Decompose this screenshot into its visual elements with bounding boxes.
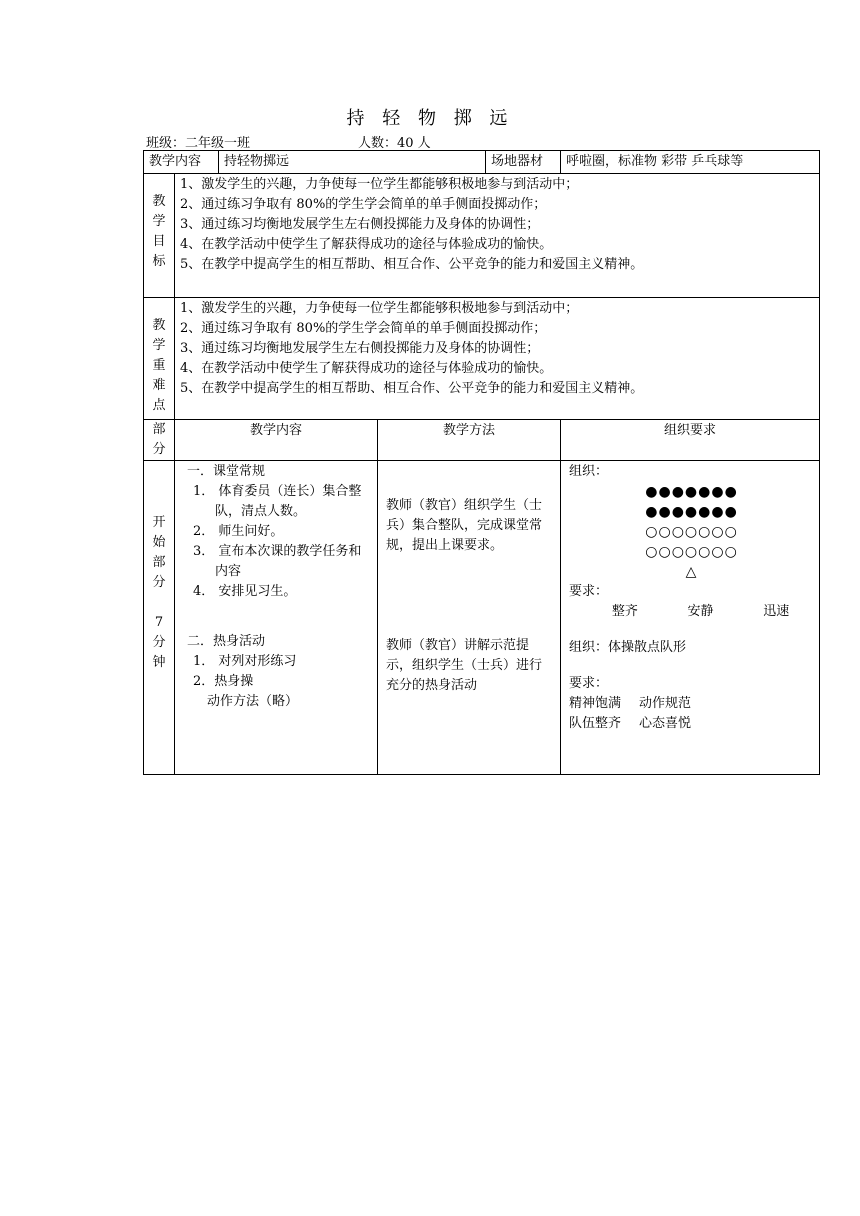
teacher-marker: △: [685, 564, 698, 580]
method-warmup: 教师（教官）讲解示范提示，组织学生（士兵）进行充分的热身活动: [386, 638, 543, 693]
lesson-plan-table: [143, 150, 820, 775]
goal-item: 5、在教学中提高学生的相互帮助、相互合作、公平竞争的能力和爱国主义精神。: [180, 257, 644, 272]
goal-item: 3、通过练习均衡地发展学生左右侧投掷能力及身体的协调性；: [180, 217, 540, 232]
org-header: 组织要求: [561, 420, 820, 461]
start-section-label: 开 始 部 分 7 分 钟: [144, 461, 175, 775]
routine-title: 一．课堂常规: [187, 464, 266, 479]
start-org-cell: [561, 461, 820, 775]
goals-row: [144, 174, 820, 298]
formation-row: ○○○○○○○: [645, 544, 738, 560]
keypoint-item: 4、在教学活动中使学生了解获得成功的途径与体验成功的愉快。: [180, 361, 553, 376]
content-header: 教学内容: [175, 420, 378, 461]
class-label: 班级：二年级一班: [146, 136, 251, 151]
warmup-item: 2．热身操: [193, 674, 254, 689]
warmup-note: 动作方法（略）: [207, 694, 299, 709]
routine-item: 3． 宣布本次课的教学任务和内容: [193, 544, 362, 579]
goals-list: [175, 174, 820, 298]
org-formation: 组织：体操散点队形: [569, 640, 687, 655]
req2-row: 精神饱满 动作规范: [569, 696, 692, 711]
keypoints-row: [144, 298, 820, 420]
keypoint-item: 3、通过练习均衡地发展学生左右侧投掷能力及身体的协调性；: [180, 341, 540, 356]
content-value: 持轻物掷远: [219, 151, 486, 174]
req2-row: 队伍整齐 心态喜悦: [569, 716, 692, 731]
keypoint-item: 5、在教学中提高学生的相互帮助、相互合作、公平竞争的能力和爱国主义精神。: [180, 381, 644, 396]
req-label: 要求：: [569, 584, 609, 599]
part-header: 部 分: [144, 420, 175, 461]
formation-row: ○○○○○○○: [645, 524, 738, 540]
routine-item: 4． 安排见习生。: [193, 584, 297, 599]
warmup-item: 1． 对列对形练习: [193, 654, 297, 669]
formation-row: ●●●●●●●: [645, 484, 738, 500]
method-routine: 教师（教官）组织学生（士兵）集合整队，完成课堂常规，提出上课要求。: [386, 498, 543, 553]
req-items: 整齐 安静 迅速: [611, 604, 790, 619]
content-label: 教学内容: [144, 151, 219, 174]
goal-item: 1、激发学生的兴趣，力争使每一位学生都能够积极地参与到活动中；: [180, 177, 579, 192]
start-section-row: [144, 461, 820, 775]
warmup-title: 二．热身活动: [187, 634, 266, 649]
goal-item: 4、在教学活动中使学生了解获得成功的途径与体验成功的愉快。: [180, 237, 553, 252]
formation-row: ●●●●●●●: [645, 504, 738, 520]
keypoints-list: [175, 298, 820, 420]
student-count-label: 人数：40 人: [358, 136, 431, 151]
content-row: [144, 151, 820, 174]
method-header: 教学方法: [378, 420, 561, 461]
goal-item: 2、通过练习争取有 80%的学生学会简单的单手侧面投掷动作；: [180, 197, 547, 212]
start-method-cell: [378, 461, 561, 775]
routine-item: 1． 体育委员（连长）集合整队，清点人数。: [193, 484, 362, 519]
column-header-row: [144, 420, 820, 461]
req2-label: 要求：: [569, 676, 609, 691]
keypoint-item: 1、激发学生的兴趣，力争使每一位学生都能够积极地参与到活动中；: [180, 301, 579, 316]
venue-value: 呼啦圈，标准物 彩带 乒乓球等: [561, 151, 820, 174]
goals-label: 教 学 目 标: [144, 174, 175, 298]
document-title: 持 轻 物 掷 远: [346, 108, 514, 129]
keypoints-label: 教 学 重 难 点: [144, 298, 175, 420]
routine-item: 2． 师生问好。: [193, 524, 284, 539]
venue-label: 场地器材: [486, 151, 561, 174]
keypoint-item: 2、通过练习争取有 80%的学生学会简单的单手侧面投掷动作；: [180, 321, 547, 336]
org-label: 组织：: [569, 464, 609, 479]
start-content-cell: [175, 461, 378, 775]
